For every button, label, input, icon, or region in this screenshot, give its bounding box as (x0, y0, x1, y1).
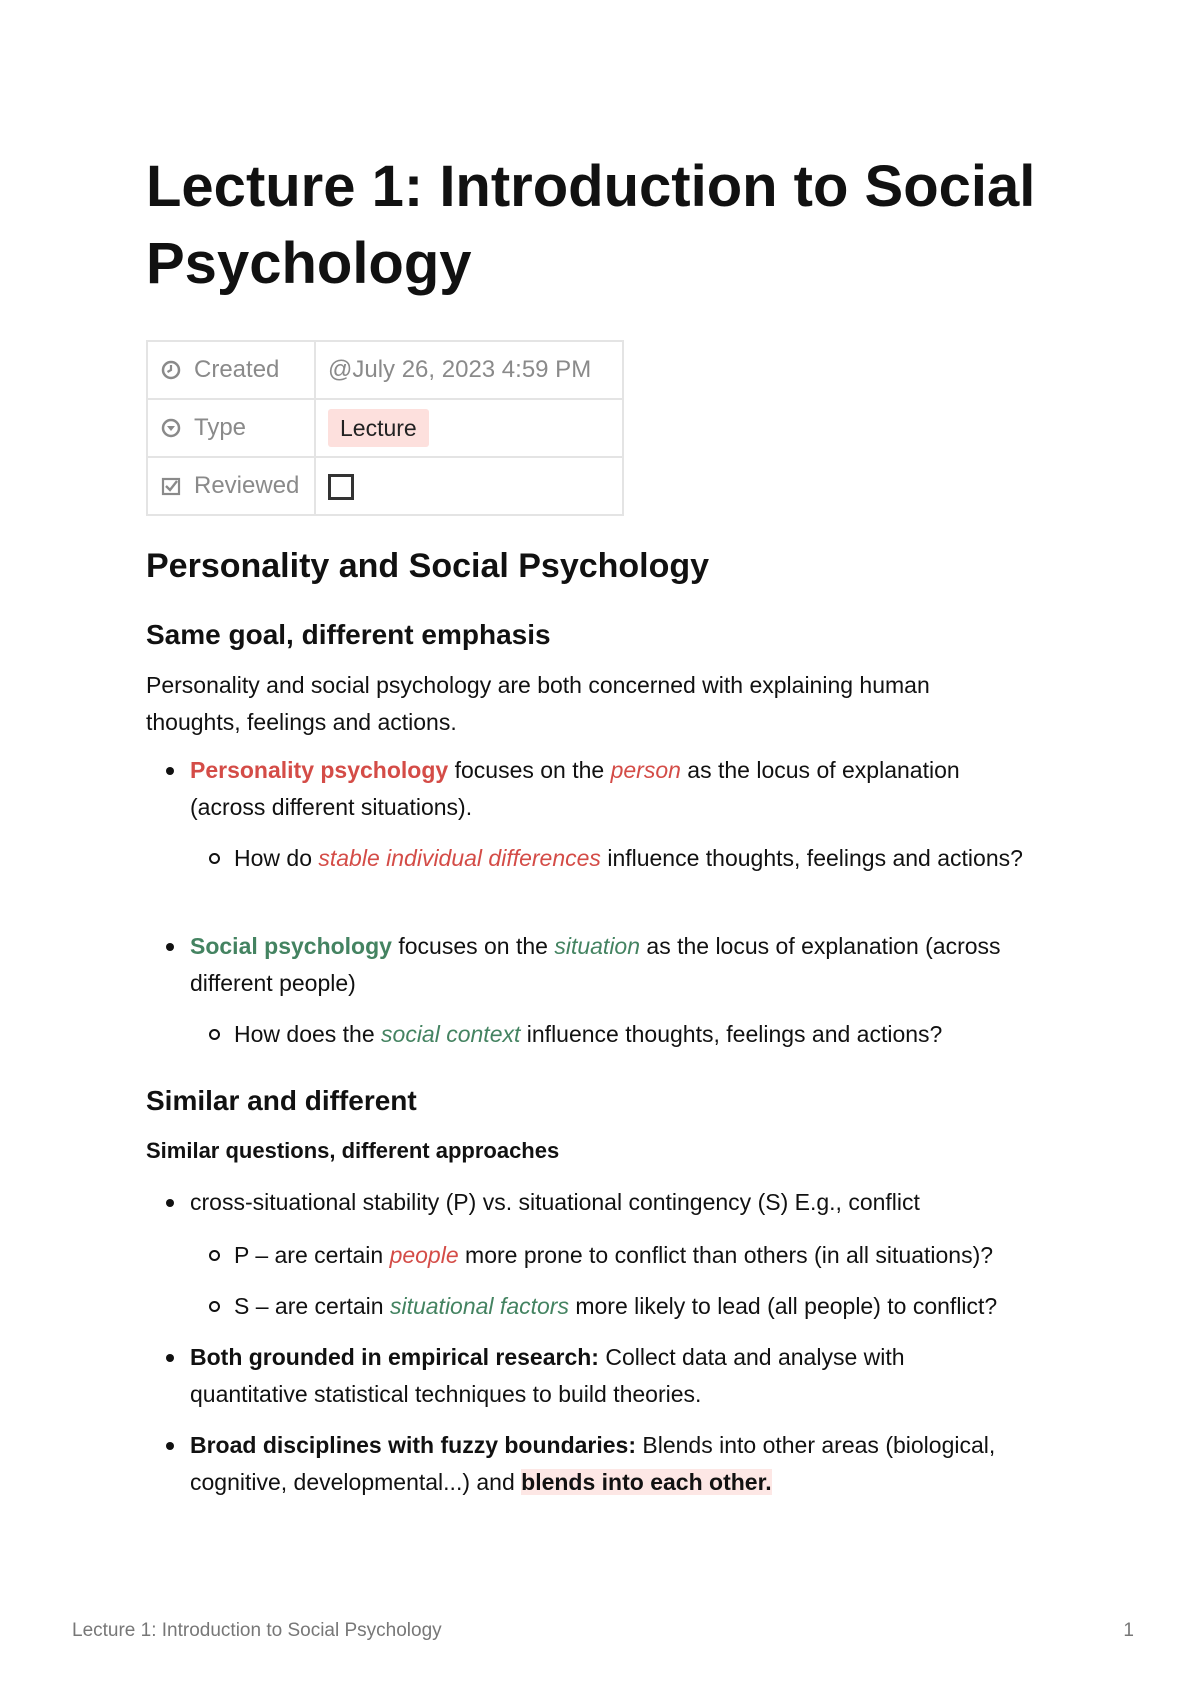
list-item (234, 1016, 1026, 1053)
text: Blends into other areas (biological, cognitive, developmental...) and (190, 1432, 996, 1495)
list-item (190, 752, 1026, 826)
text: as the locus of explanation (across different people) (190, 933, 1001, 996)
bullet-ring-icon (209, 1029, 220, 1040)
strong-text: Broad disciplines with fuzzy boundaries: (190, 1432, 636, 1458)
property-row-type (147, 399, 623, 457)
list-item (234, 840, 1026, 877)
list-item (190, 928, 1026, 1002)
list-item (190, 1184, 1026, 1221)
text: How do (234, 845, 319, 871)
reviewed-label: Reviewed (194, 472, 300, 499)
text: more prone to conflict than others (in all situations)? (458, 1242, 994, 1268)
term-social-psychology: Social psychology (190, 933, 392, 959)
clock-icon (160, 359, 182, 381)
bullet-dot-icon (166, 1199, 174, 1207)
bullet-dot-icon (166, 1354, 174, 1362)
text: more likely to lead (all people) to conflict? (568, 1293, 998, 1319)
bullet-dot-icon (166, 1442, 174, 1450)
text: influence thoughts, feelings and actions? (600, 845, 1023, 871)
checkbox-icon (160, 475, 182, 497)
bullet-dot-icon (166, 767, 174, 775)
bullet-ring-icon (209, 1301, 220, 1312)
created-value[interactable]: @July 26, 2023 4:59 PM (328, 356, 592, 383)
list-item (234, 1288, 1026, 1325)
bullet-dot-icon (166, 943, 174, 951)
type-label: Type (194, 414, 247, 441)
strong-text: Both grounded in empirical research: (190, 1344, 599, 1370)
property-row-reviewed (147, 457, 623, 515)
paragraph: Personality and social psychology are both concerned with explaining human thoughts, feelings and actions. (146, 672, 930, 735)
created-label: Created (194, 356, 280, 383)
reviewed-checkbox[interactable] (328, 474, 354, 500)
emphasis: situation (554, 933, 641, 959)
footer-title: Lecture 1: Introduction to Social Psychology (72, 1620, 442, 1641)
emphasis: stable individual differences (318, 845, 601, 871)
property-row-created (147, 341, 623, 399)
section-heading: Personality and Social Psychology (146, 547, 710, 585)
emphasis: social context (381, 1021, 521, 1047)
text: S – are certain (234, 1293, 390, 1319)
list-item (190, 1427, 1026, 1501)
text: focuses on the (391, 933, 555, 959)
text: Collect data and analyse with quantitative statistical techniques to build theories. (190, 1344, 905, 1407)
select-icon (160, 417, 182, 439)
subheading: Similar questions, different approaches (146, 1138, 560, 1163)
text: as the locus of explanation (across different situations). (190, 757, 960, 820)
page-number: 1 (1123, 1620, 1134, 1641)
list-item (234, 1237, 1026, 1274)
text: P – are certain (234, 1242, 390, 1268)
bullet-ring-icon (209, 853, 220, 864)
emphasis: person (610, 757, 681, 783)
properties-table (146, 340, 624, 516)
bullet-ring-icon (209, 1250, 220, 1261)
subsection-heading: Similar and different (146, 1085, 417, 1116)
text: How does the (234, 1021, 382, 1047)
text: focuses on the (448, 757, 611, 783)
text: cross-situational stability (P) vs. situational contingency (S) E.g., conflict (190, 1189, 920, 1215)
subsection-heading: Same goal, different emphasis (146, 619, 551, 650)
emphasis: people (389, 1242, 459, 1268)
text: influence thoughts, feelings and actions? (520, 1021, 943, 1047)
page-title: Lecture 1: Introduction to Social Psychology (146, 154, 1036, 296)
list-item (190, 1339, 1026, 1413)
term-personality-psychology: Personality psychology (190, 757, 449, 783)
highlighted-text: blends into each other. (521, 1469, 772, 1495)
type-tag[interactable]: Lecture (328, 409, 429, 447)
emphasis: situational factors (389, 1293, 569, 1319)
